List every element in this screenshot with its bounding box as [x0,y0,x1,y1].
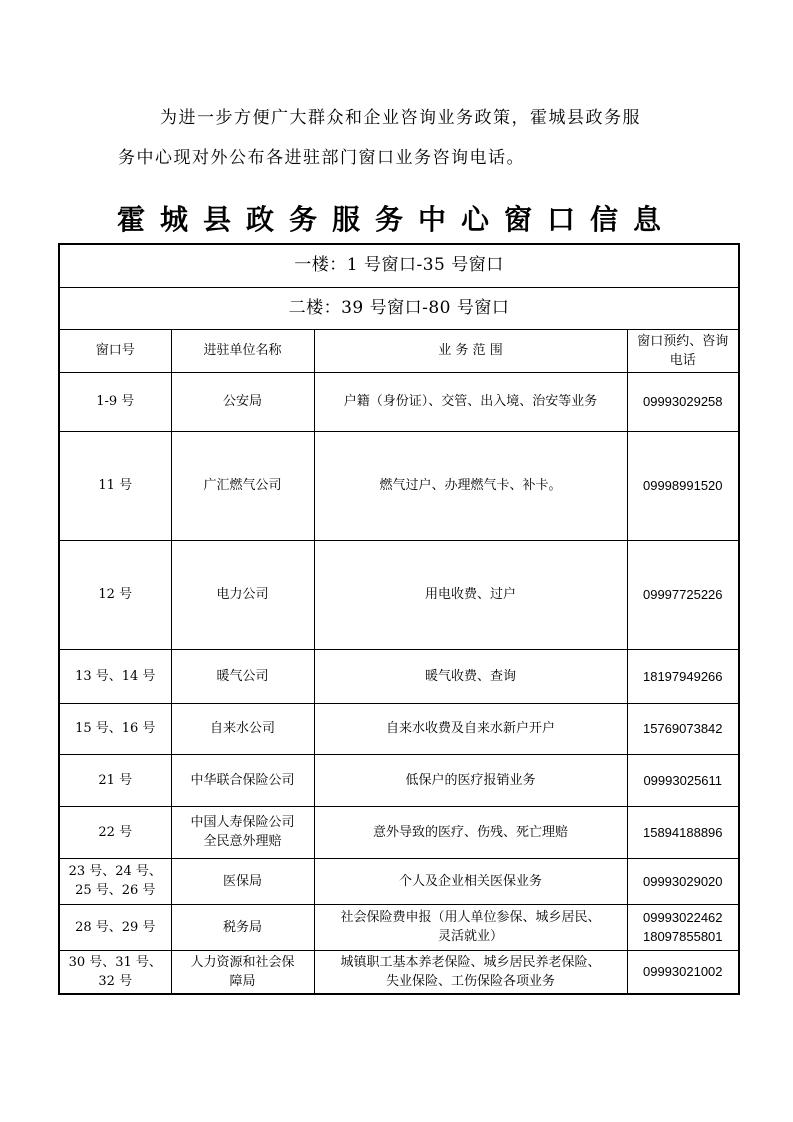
cell-phone-line-1: 09993022462 [642,910,723,925]
table-row [59,540,739,649]
floor-2-label: 二楼：39 号窗口-80 号窗口 [59,287,739,329]
table-row [59,372,739,431]
table-row [59,904,739,950]
header-unit: 进驻单位名称 [171,329,314,372]
cell-phone: 09997725226 [627,540,739,649]
cell-unit: 税务局 [171,904,314,950]
table-row [59,858,739,904]
cell-window: 22 号 [59,806,171,858]
cell-window: 13 号、14 号 [59,649,171,703]
cell-window [59,950,171,994]
cell-phone: 18197949266 [627,649,739,703]
cell-scope-line-2: 失业保险、工伤保险各项业务 [385,973,555,989]
table-row [59,431,739,540]
table-row [59,649,739,703]
header-phone [627,329,739,372]
cell-unit-line-2: 全民意外理赔 [203,834,282,849]
intro-paragraph [118,98,718,178]
cell-window [59,858,171,904]
cell-window-line-1: 30 号、31 号、 [68,954,162,970]
cell-scope: 暖气收费、查询 [314,649,627,703]
cell-phone: 15769073842 [627,703,739,754]
cell-scope: 意外导致的医疗、伤残、死亡理赔 [314,806,627,858]
cell-phone: 15894188896 [627,806,739,858]
cell-unit-line-1: 人力资源和社会保 [190,954,295,970]
cell-window: 1-9 号 [59,372,171,431]
cell-window-line-1: 23 号、24 号、 [68,864,162,879]
cell-phone: 09998991520 [627,431,739,540]
cell-scope: 个人及企业相关医保业务 [314,858,627,904]
cell-scope-line-2: 灵活就业） [437,929,503,944]
cell-scope [314,950,627,994]
cell-unit: 广汇燃气公司 [171,431,314,540]
cell-phone [627,904,739,950]
cell-unit: 公安局 [171,372,314,431]
intro-line-2: 务中心现对外公布各进驻部门窗口业务咨询电话。 [118,148,525,168]
cell-unit [171,950,314,994]
cell-phone-line-2: 18097855801 [642,929,723,944]
cell-window-line-2: 32 号 [98,973,133,989]
floor-row-1 [59,244,739,287]
cell-scope: 自来水收费及自来水新户开户 [314,703,627,754]
cell-scope: 燃气过户、办理燃气卡、补卡。 [314,431,627,540]
cell-window: 28 号、29 号 [59,904,171,950]
header-phone-line-1: 窗口预约、咨询 [637,333,729,349]
cell-scope-line-1: 社会保险费申报（用人单位参保、城乡居民、 [340,910,601,925]
cell-window: 11 号 [59,431,171,540]
cell-unit-line-1: 中国人寿保险公司 [190,815,295,830]
table-header-row [59,329,739,372]
cell-phone: 09993025611 [627,754,739,806]
cell-scope: 低保户的医疗报销业务 [314,754,627,806]
cell-phone: 09993021002 [627,950,739,994]
header-scope: 业 务 范 围 [314,329,627,372]
cell-unit: 中华联合保险公司 [171,754,314,806]
cell-phone: 09993029258 [627,372,739,431]
header-phone-line-2: 电话 [669,352,696,368]
floor-1-label: 一楼：1 号窗口-35 号窗口 [59,244,739,287]
intro-line-1: 为进一步方便广大群众和企业咨询业务政策，霍城县政务服 [160,108,641,128]
window-info-table [58,243,740,995]
cell-window: 21 号 [59,754,171,806]
cell-scope: 户籍（身份证）、交管、出入境、治安等业务 [314,372,627,431]
cell-scope-line-1: 城镇职工基本养老保险、城乡居民养老保险、 [340,954,601,970]
floor-row-2 [59,287,739,329]
page-title: 霍城县政务服务中心窗口信息 [116,203,676,236]
cell-unit: 电力公司 [171,540,314,649]
table-row [59,806,739,858]
header-window: 窗口号 [59,329,171,372]
cell-unit [171,806,314,858]
cell-unit: 自来水公司 [171,703,314,754]
table-row [59,950,739,994]
cell-unit: 医保局 [171,858,314,904]
table-row [59,754,739,806]
cell-scope: 用电收费、过户 [314,540,627,649]
cell-scope [314,904,627,950]
cell-unit-line-2: 障局 [229,973,256,989]
cell-window: 12 号 [59,540,171,649]
cell-phone: 09993029020 [627,858,739,904]
cell-window-line-2: 25 号、26 号 [75,883,156,898]
table-row [59,703,739,754]
cell-window: 15 号、16 号 [59,703,171,754]
cell-unit: 暖气公司 [171,649,314,703]
